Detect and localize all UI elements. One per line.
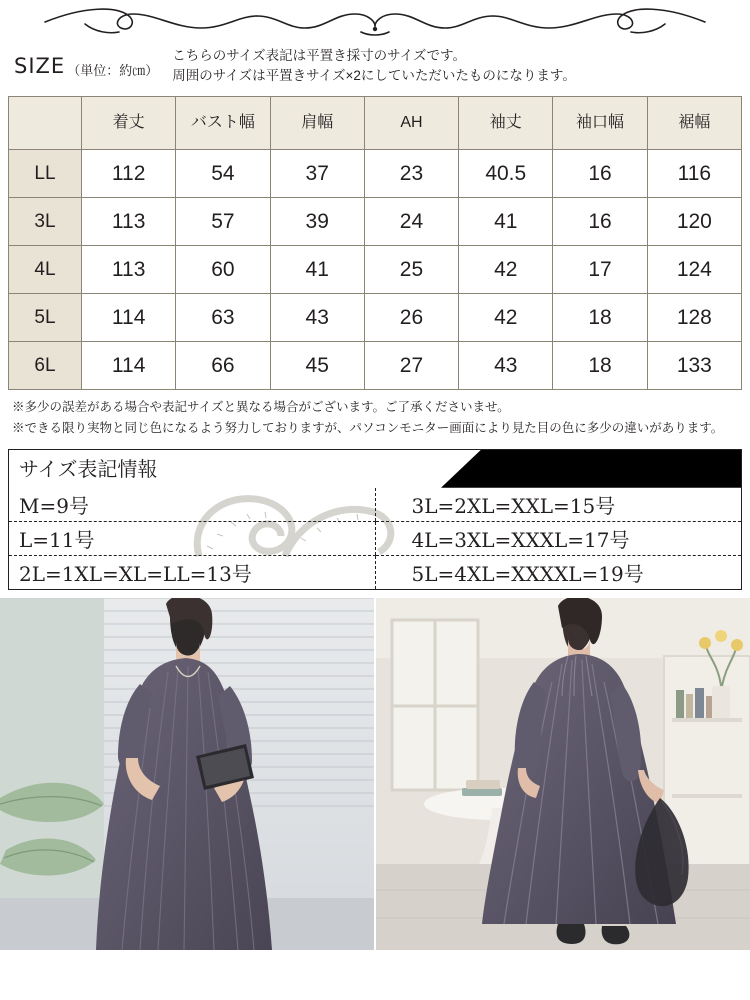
product-photo-row [0,598,750,950]
size-conversion-left: L=11号 [9,521,375,555]
cell-value: 114 [82,294,176,342]
cell-value: 113 [82,198,176,246]
size-conversion-table [9,488,741,589]
cell-value: 66 [176,342,270,390]
column-header-mitake: 着丈 [82,97,176,150]
table-row [9,150,742,198]
cell-value: 17 [553,246,647,294]
cell-value: 116 [647,150,741,198]
cell-value: 54 [176,150,270,198]
table-row [9,294,742,342]
size-info-banner [9,450,741,488]
cell-value: 18 [553,294,647,342]
table-row [9,521,741,555]
table-corner-cell [9,97,82,150]
cell-value: 18 [553,342,647,390]
measurement-table-wrapper [0,96,750,390]
row-header-size: 3L [9,198,82,246]
size-section-header [0,44,750,96]
row-header-size: 6L [9,342,82,390]
cell-value: 37 [270,150,364,198]
cell-value: 112 [82,150,176,198]
table-row [9,488,741,522]
cell-value: 42 [459,246,553,294]
size-conversion-left: M=9号 [9,488,375,522]
table-row [9,198,742,246]
cell-value: 63 [176,294,270,342]
disclaimer-note-2: ※できる限り実物と同じ色になるよう努力しておりますが、パソコンモニター画面により見た目の色に多少の違いがあります。 [12,421,724,436]
product-photo-left [0,598,374,950]
cell-value: 60 [176,246,270,294]
cell-value: 133 [647,342,741,390]
cell-value: 26 [364,294,458,342]
size-note-line-1: こちらのサイズ表記は平置き採寸のサイズです。 [172,48,466,63]
disclaimer-note-1: ※多少の誤差がある場合や表記サイズと異なる場合がございます。ご了承くださいませ。 [12,400,510,414]
column-header-ah: AH [364,97,458,150]
product-photo-right [376,598,750,950]
row-header-size: LL [9,150,82,198]
row-header-size: 5L [9,294,82,342]
size-measurement-note [172,44,576,85]
size-conversion-right: 4L=3XL=XXXL=17号 [375,521,741,555]
size-info-block [8,449,742,590]
column-header-cuff-width: 袖口幅 [553,97,647,150]
size-title: SIZE [14,54,66,78]
cell-value: 16 [553,150,647,198]
column-header-bust: バスト幅 [176,97,270,150]
size-info-title: サイズ表記情報 [19,456,158,481]
cell-value: 128 [647,294,741,342]
table-row [9,555,741,589]
cell-value: 42 [459,294,553,342]
cell-value: 57 [176,198,270,246]
measurement-table [8,96,742,390]
size-conversion-right: 5L=4XL=XXXXL=19号 [375,555,741,589]
table-row [9,246,742,294]
cell-value: 16 [553,198,647,246]
size-conversion-left: 2L=1XL=XL=LL=13号 [19,561,252,586]
cell-value: 41 [270,246,364,294]
table-header-row [9,97,742,150]
row-header-size: 4L [9,246,82,294]
cell-value: 113 [82,246,176,294]
cell-value: 27 [364,342,458,390]
size-unit-label: （単位：約㎝） [67,63,159,78]
cell-value: 114 [82,342,176,390]
cell-value: 39 [270,198,364,246]
cell-value: 25 [364,246,458,294]
cell-value: 120 [647,198,741,246]
column-header-hem-width: 裾幅 [647,97,741,150]
cell-value: 45 [270,342,364,390]
size-note-line-2: 周囲のサイズは平置きサイズ×2にしていただいたものになります。 [172,67,576,83]
cell-value: 23 [364,150,458,198]
column-header-sleeve-length: 袖丈 [459,97,553,150]
cell-value: 124 [647,246,741,294]
cell-value: 24 [364,198,458,246]
cell-value: 43 [459,342,553,390]
disclaimer-notes [0,390,750,439]
cell-value: 40.5 [459,150,553,198]
cell-value: 41 [459,198,553,246]
size-conversion-right: 3L=2XL=XXL=15号 [375,488,741,522]
cell-value: 43 [270,294,364,342]
column-header-shoulder: 肩幅 [270,97,364,150]
decorative-ornament [0,0,750,44]
table-row [9,342,742,390]
